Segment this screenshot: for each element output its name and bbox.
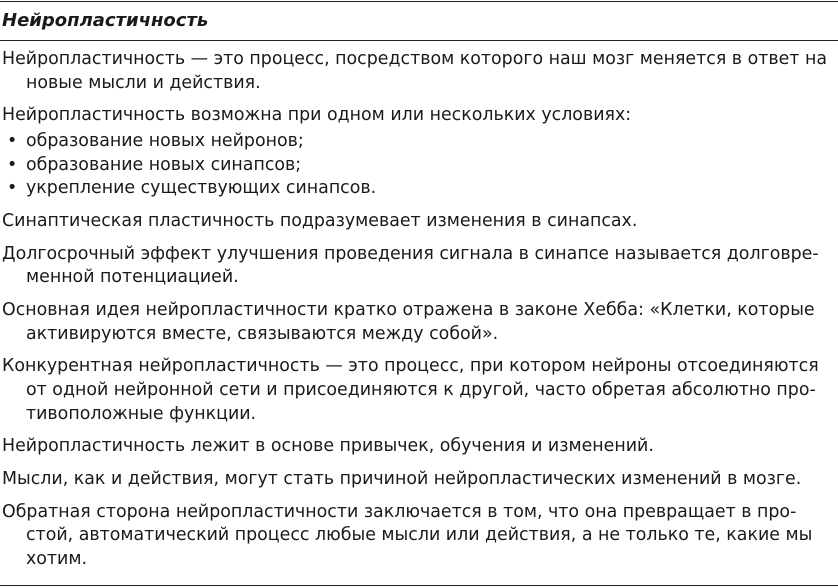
paragraph-6: Конкурентная нейропластичность — это процесс, при котором нейроны отсоединяются от одной нейронной сети и присоединяются к другой, часто обретая абсолютно противоположные функции. — [2, 356, 819, 424]
bullet-icon: • — [7, 130, 18, 151]
bullet-icon: • — [7, 154, 18, 175]
paragraph-5: Основная идея нейропластичности кратко отражена в законе Хебба: «Клетки, которые активируются вместе, связываются между собой». — [2, 299, 815, 344]
top-rule — [0, 1, 838, 2]
paragraph-1: Нейропластичность — это процесс, посредством которого наш мозг меняется в ответ на новые мысли и действия. — [2, 49, 827, 93]
list-item-text: укрепление существующих синапсов. — [26, 178, 377, 199]
list-item-text: образование новых синапсов; — [26, 154, 302, 175]
paragraph-4: Долгосрочный эффект улучшения проведения сигнала в синапсе называется долговременной потенциацией. — [2, 243, 819, 288]
bottom-rule — [0, 585, 838, 586]
list-item — [2, 130, 836, 154]
box-content — [2, 48, 836, 580]
box-heading: Нейропластичность — [2, 10, 209, 31]
paragraph-7: Нейропластичность лежит в основе привычек, обучения и изменений. — [2, 436, 654, 457]
list-item-text: образование новых нейронов; — [26, 130, 304, 151]
paragraph-8: Мысли, как и действия, могут стать причиной нейропластических изменений в мозге. — [2, 468, 802, 489]
paragraph-2: Нейропластичность возможна при одном или нескольких условиях: — [2, 105, 632, 126]
heading-rule — [0, 40, 838, 41]
list-item — [2, 177, 836, 201]
paragraph-3: Синаптическая пластичность подразумевает изменения в синапсах. — [2, 210, 638, 231]
bullet-icon: • — [7, 178, 18, 199]
paragraph-9: Обратная сторона нейропластичности заключается в том, что она превращает в простой, автоматический процесс любые мысли или действия, а не только те, какие мы хотим. — [2, 501, 813, 569]
list-item — [2, 154, 836, 178]
conditions-list — [2, 130, 836, 201]
